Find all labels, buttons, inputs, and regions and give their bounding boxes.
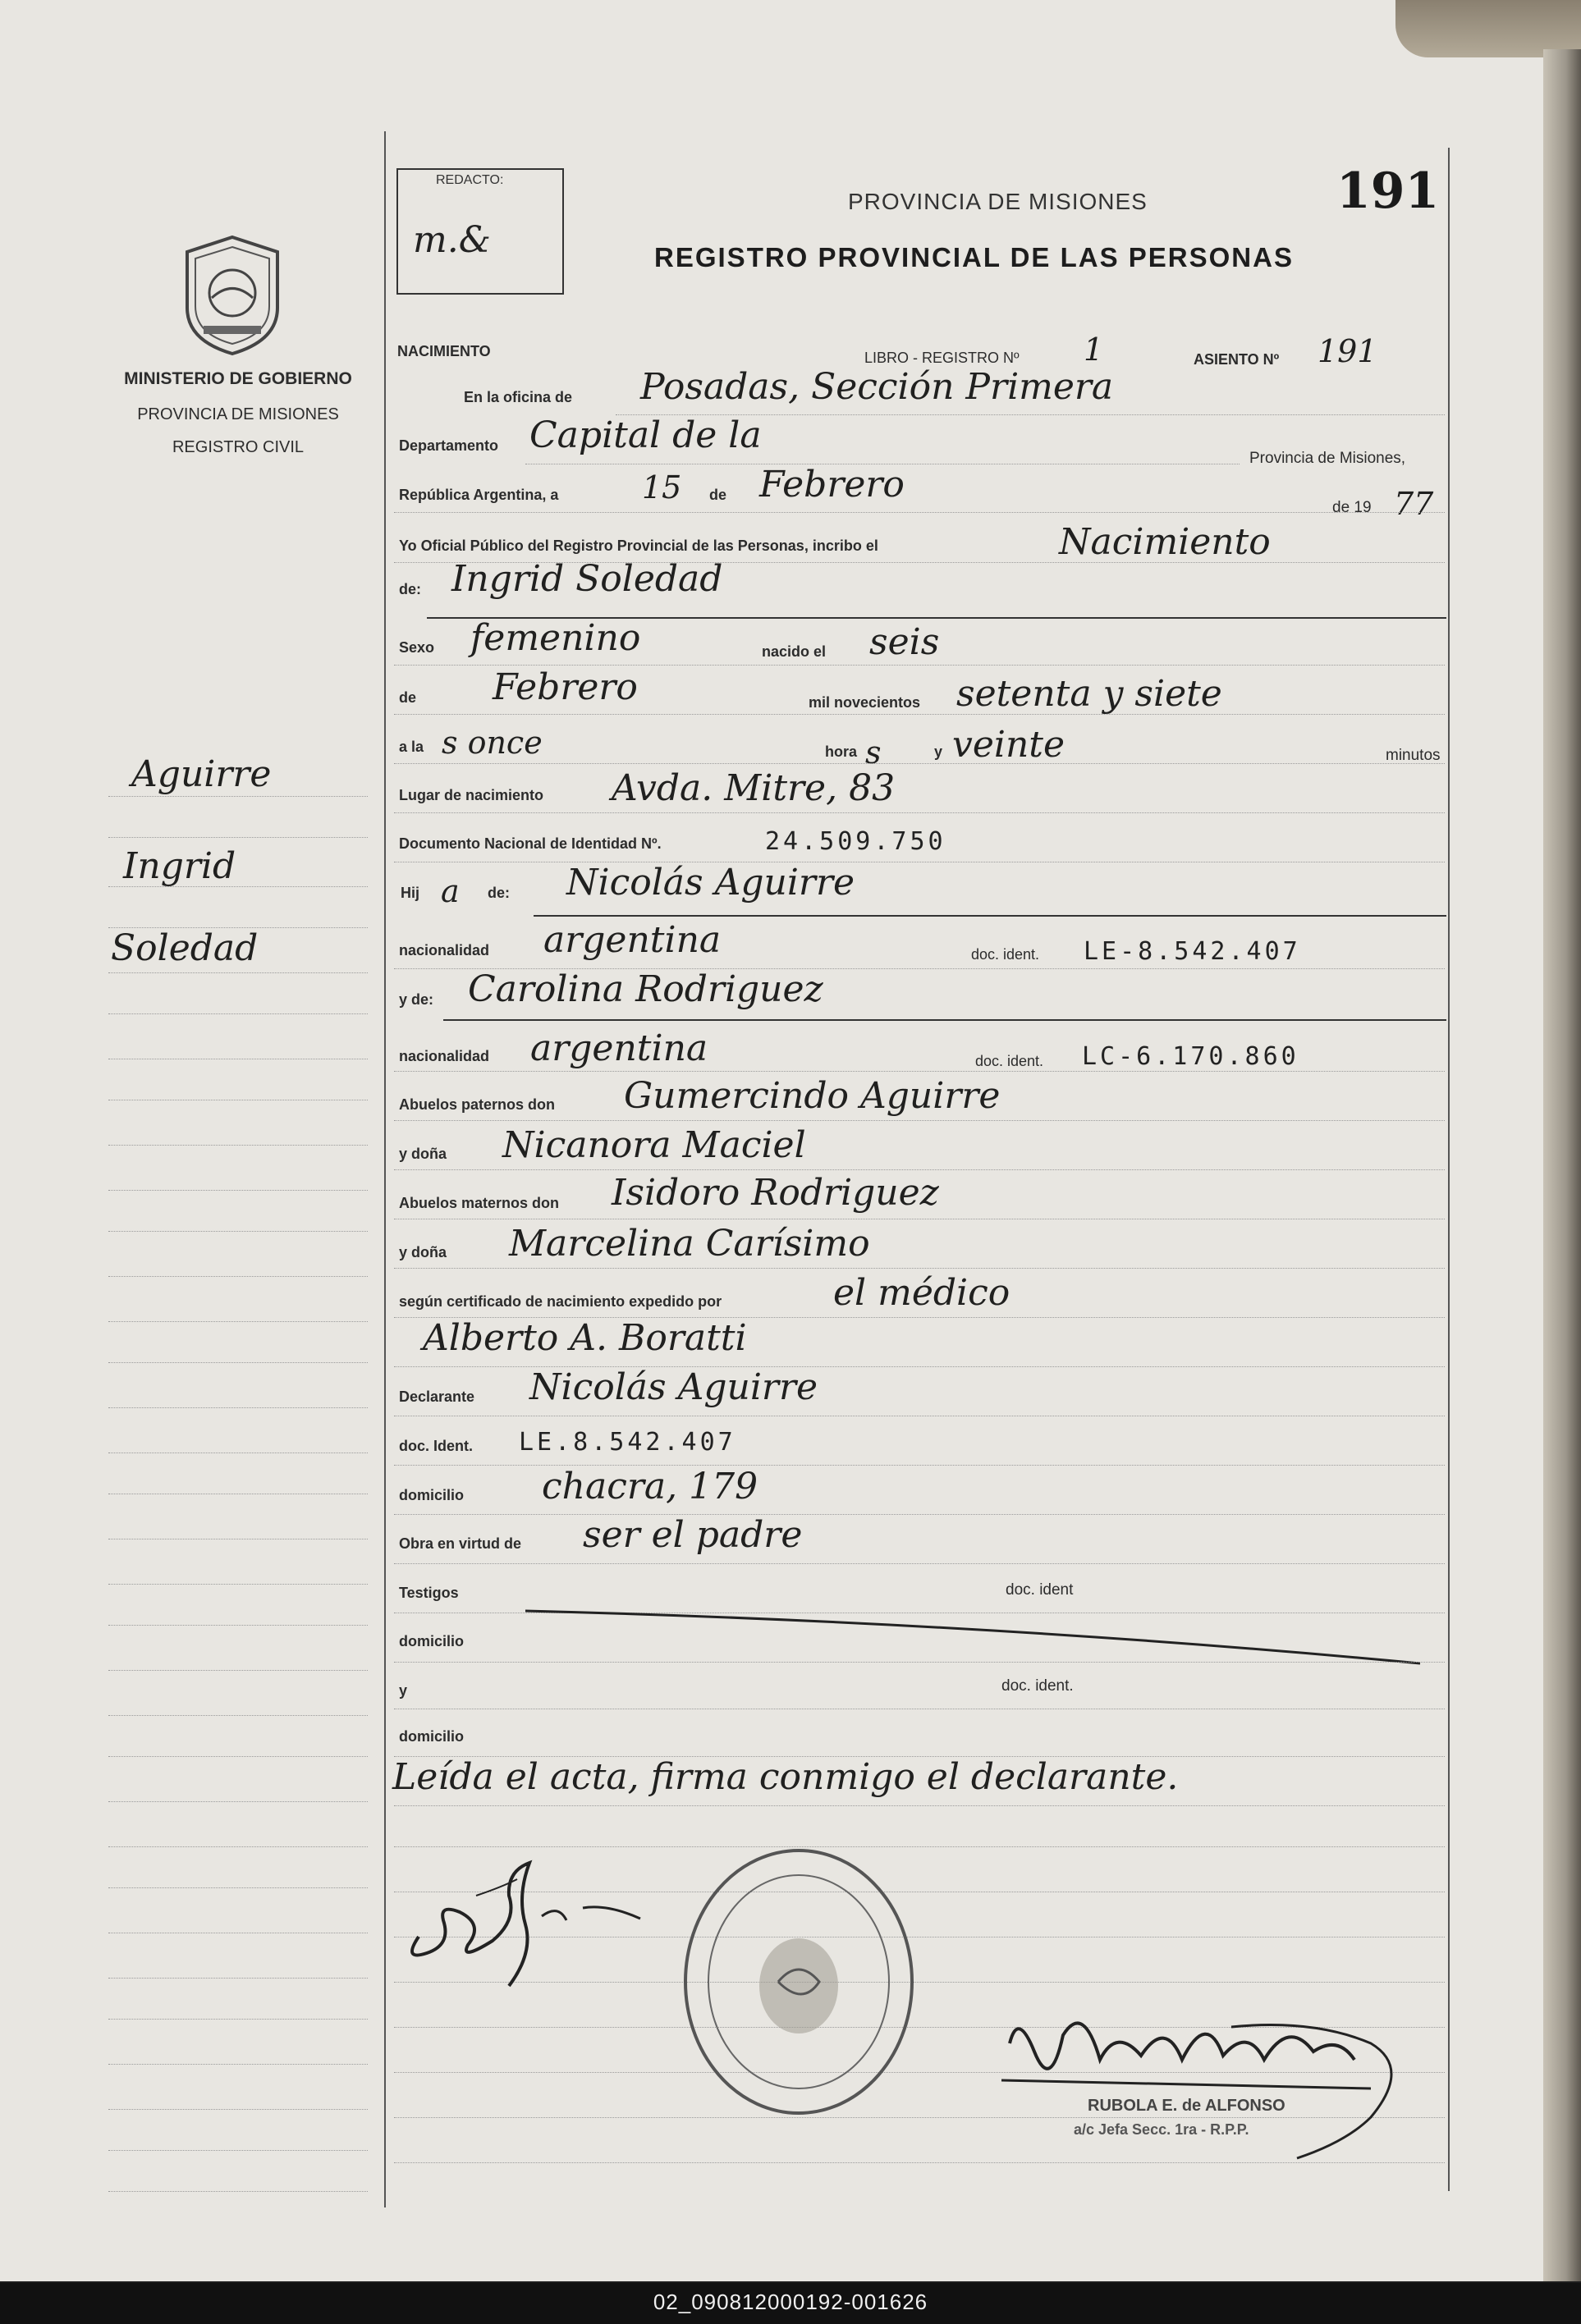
lugar-label: Lugar de nacimiento (399, 787, 544, 803)
official-title: a/c Jefa Secc. 1ra - R.P.P. (1074, 2121, 1249, 2138)
header-province: PROVINCIA DE MISIONES (848, 189, 1148, 214)
hijo-de-label: de: (488, 885, 510, 901)
section-label: NACIMIENTO (397, 343, 491, 359)
abuelo-materno-name: Isidoro Rodriguez (612, 1172, 939, 1214)
provincia-label: Provincia de Misiones, (1249, 450, 1406, 467)
asiento-label: ASIENTO Nº (1194, 351, 1280, 368)
oficina-label: En la oficina de (464, 389, 573, 405)
nacionalidad-father-label: nacionalidad (399, 942, 490, 958)
margin-surname: Aguirre (131, 753, 272, 795)
ministry-province: PROVINCIA DE MISIONES (137, 405, 339, 423)
day-value: 15 (642, 469, 682, 506)
birth-month-value: Febrero (493, 666, 638, 708)
margin-line (384, 131, 386, 2207)
a-las-label: a la (399, 739, 424, 755)
sexo-label: Sexo (399, 639, 435, 656)
doc-mother-value: LC-6.170.860 (1082, 1042, 1299, 1071)
de-label: de (709, 487, 727, 503)
mother-name: Carolina Rodriguez (468, 968, 823, 1010)
domicilio-label: domicilio (399, 1487, 465, 1503)
horas-suffix: s (865, 734, 882, 771)
certificado-value: el médico (833, 1272, 1010, 1314)
departamento-label: Departamento (399, 437, 499, 454)
y-de-label: y de: (399, 991, 434, 1008)
declarant-signature (394, 1846, 657, 1994)
certificado-label: según certificado de nacimiento expedido por (399, 1293, 722, 1310)
doc-mother-label: doc. ident. (975, 1053, 1044, 1069)
oficial-value: Nacimiento (1059, 521, 1271, 563)
declarante-doc-label: doc. Ident. (399, 1438, 473, 1454)
doc-father-label: doc. ident. (971, 946, 1040, 963)
a-las-value: s once (442, 725, 543, 761)
doc3-label: doc. ident. (1001, 1677, 1074, 1695)
minutos-label: minutos (1386, 747, 1441, 764)
redacto-initials: m.& (413, 219, 491, 261)
libro-value: 1 (1084, 332, 1104, 368)
registry-title: REGISTRO PROVINCIAL DE LAS PERSONAS (654, 242, 1294, 272)
declarante-name: Nicolás Aguirre (529, 1366, 818, 1408)
mil-value: setenta y siete (956, 673, 1222, 715)
official-name: RUBOLA E. de ALFONSO (1088, 2097, 1285, 2115)
month-value: Febrero (759, 464, 905, 506)
ministry-name: MINISTERIO DE GOBIERNO (124, 369, 352, 388)
year-label: de 19 (1332, 499, 1372, 516)
abuelos-maternos-label: Abuelos maternos don (399, 1195, 560, 1211)
doc-father-value: LE-8.542.407 (1084, 937, 1301, 966)
nacionalidad-mother-value: argentina (530, 1027, 708, 1069)
abuelos-paternos-label: Abuelos paternos don (399, 1096, 556, 1113)
dni-value: 24.509.750 (765, 827, 946, 856)
year-value: 77 (1394, 486, 1434, 522)
margin-first-name: Ingrid (123, 845, 236, 887)
nacido-value: seis (869, 621, 940, 663)
page-number: 191 (1336, 162, 1440, 220)
asiento-value: 191 (1318, 333, 1377, 369)
redacto-label: REDACTO: (436, 173, 504, 187)
hijo-suffix: a (441, 873, 460, 909)
oficina-value: Posadas, Sección Primera (640, 366, 1114, 408)
right-frame-line (1448, 148, 1450, 2191)
y-label: y (934, 743, 943, 760)
sexo-value: femenino (470, 617, 641, 659)
declarante-doc-value: LE.8.542.407 (519, 1428, 736, 1457)
departamento-value: Capital de la (529, 414, 762, 456)
testigos-label: Testigos (399, 1585, 459, 1601)
nacionalidad-father-value: argentina (543, 919, 722, 961)
redacto-box (396, 168, 564, 295)
horas-label: hora (825, 743, 858, 760)
dni-label: Documento Nacional de Identidad Nº. (399, 835, 662, 852)
abuela-paterna-name: Nicanora Maciel (502, 1124, 806, 1166)
y-dona-paterna-label: y doña (399, 1146, 447, 1162)
testigos-doc-label: doc. ident (1006, 1581, 1074, 1599)
republica-label: República Argentina, a (399, 487, 559, 503)
y-dona-materna-label: y doña (399, 1244, 447, 1260)
nacionalidad-mother-label: nacionalidad (399, 1048, 490, 1064)
libro-label: LIBRO - REGISTRO Nº (864, 350, 1020, 366)
official-seal (680, 1846, 918, 2117)
mil-label: mil novecientos (809, 694, 921, 711)
obra-value: ser el padre (583, 1514, 803, 1556)
child-name: Ingrid Soledad (451, 558, 723, 600)
footer-bar (0, 2283, 1581, 2324)
domicilio-value: chacra, 179 (542, 1466, 758, 1507)
nacido-label: nacido el (762, 643, 827, 660)
medico-name: Alberto A. Boratti (423, 1317, 747, 1359)
de3-label: de (399, 689, 417, 706)
obra-label: Obra en virtud de (399, 1535, 522, 1552)
hijo-label: Hij (401, 885, 420, 901)
abuelo-paterno-name: Gumercindo Aguirre (624, 1075, 1001, 1117)
de2-label: de: (399, 581, 421, 597)
minutos-value: veinte (952, 724, 1065, 766)
y2-label: y (399, 1682, 408, 1699)
image-code: 02_090812000192-001626 (653, 2290, 928, 2314)
official-signature (985, 1994, 1428, 2183)
oficial-label: Yo Oficial Público del Registro Provincial de las Personas, incribo el (399, 538, 878, 554)
lugar-value: Avda. Mitre, 83 (612, 767, 896, 809)
cancel-line-icon (525, 1604, 1428, 1678)
declarante-label: Declarante (399, 1388, 475, 1405)
margin-middle-name: Soledad (111, 927, 259, 969)
father-name: Nicolás Aguirre (566, 862, 855, 904)
book-edge (1543, 49, 1581, 2281)
ministry-registry: REGISTRO CIVIL (172, 438, 305, 456)
ministry-seal-icon (179, 234, 286, 357)
abuela-materna-name: Marcelina Carísimo (509, 1223, 870, 1265)
domicilio3-label: domicilio (399, 1728, 465, 1745)
domicilio2-label: domicilio (399, 1633, 465, 1649)
closing-statement: Leída el acta, firma conmigo el declarante. (392, 1756, 1179, 1798)
